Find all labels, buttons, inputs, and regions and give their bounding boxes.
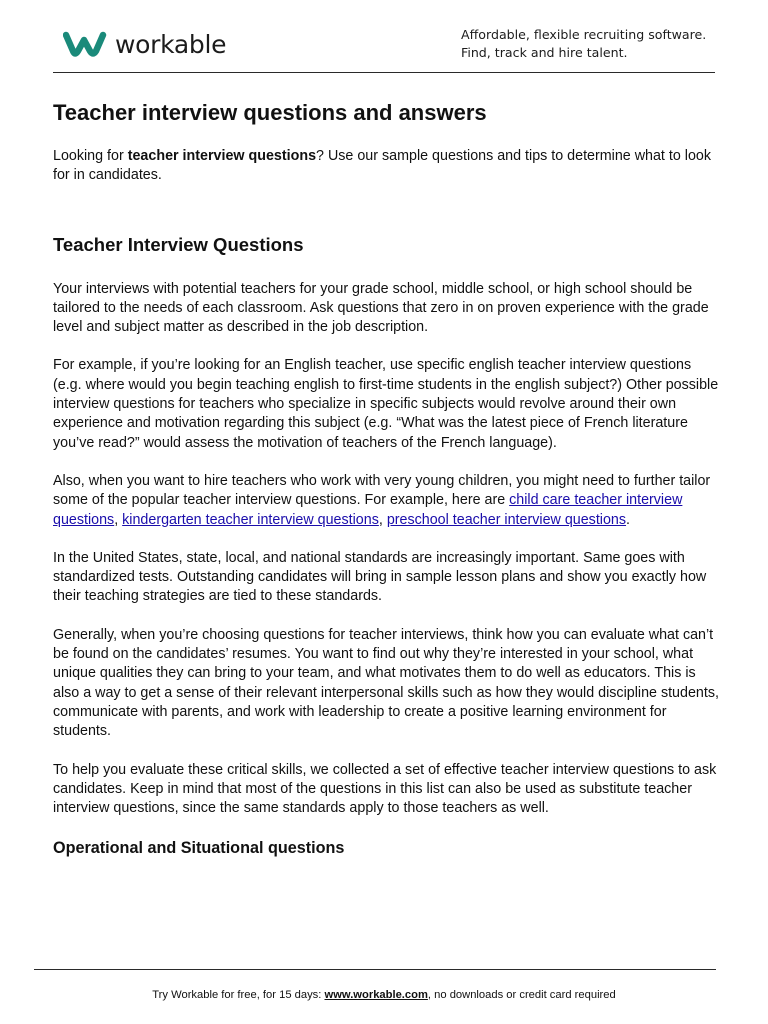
- header-tagline: [461, 26, 706, 62]
- subheading: Operational and Situational questions: [53, 839, 345, 858]
- intro-bold: teacher interview questions: [127, 148, 317, 164]
- paragraph-1: Your interviews with potential teachers for your grade school, middle school, or high school should be tailored to the needs of each classroom. Ask questions that zero in on proven experience with the grade level and subject matter as described in the job description.: [53, 280, 709, 336]
- paragraph-3-end: .: [626, 511, 631, 528]
- workable-logo-icon: [63, 30, 109, 60]
- intro-after: ? Use our sample questions and tips to determine what to look for in candidates.: [53, 148, 712, 184]
- link-separator: ,: [378, 511, 387, 528]
- paragraph-5: Generally, when you’re choosing questions for teacher interviews, think how you can evaluate what can’t be found on the candidates’ resumes. You want to find out why they’re interested in your school, what unique qualities they can bring to your team, and what motivates them to do well as educators. This is also a way to get a sense of their relevant interpersonal skills such as how they would discipline students, communicate with parents, and work with leadership to create a positive learning environment for students.: [53, 626, 719, 740]
- footer-before: Try Workable for free, for 15 days:: [152, 989, 325, 1001]
- document-body: [53, 98, 721, 860]
- kindergarten-teacher-link[interactable]: kindergarten teacher interview questions: [122, 511, 379, 528]
- tagline-line-2: Find, track and hire talent.: [461, 45, 628, 60]
- link-separator: ,: [114, 511, 123, 528]
- paragraph-2: For example, if you’re looking for an English teacher, use specific english teacher interview questions (e.g. where would you begin teaching english to first-time students in the english subject?) Other possible interview questions for teachers who specialize in specific subjects would revolve around their own experience and motivation regarding this subject (e.g. “What was the latest piece of French literature you’ve read?” would assess the motivation of teachers of the French language).: [53, 357, 719, 451]
- section-heading: Teacher Interview Questions: [53, 233, 304, 255]
- workable-logo[interactable]: [63, 28, 226, 62]
- header-divider: [53, 72, 715, 73]
- logo-text: workable: [115, 30, 227, 59]
- preschool-teacher-link[interactable]: preschool teacher interview questions: [386, 511, 627, 528]
- tagline-line-1: Affordable, flexible recruiting software.: [461, 27, 707, 42]
- intro-paragraph: [53, 147, 721, 186]
- footer-link[interactable]: www.workable.com: [324, 989, 428, 1001]
- page-title: Teacher interview questions and answers: [53, 100, 487, 125]
- page-footer: [0, 988, 768, 1002]
- paragraph-6: To help you evaluate these critical skills, we collected a set of effective teacher interview questions to ask candidates. Keep in mind that most of the questions in this list can also be used as substitute teacher interview questions, since the same standards apply to those teachers as well.: [53, 761, 717, 817]
- paragraph-3: [53, 472, 721, 530]
- footer-after: , no downloads or credit card required: [427, 989, 616, 1001]
- intro-before: Looking for: [53, 148, 128, 164]
- footer-divider: [34, 969, 716, 970]
- paragraph-4: In the United States, state, local, and national standards are increasingly important. Same goes with standardized tests. Outstanding candidates will bring in sample lesson plans and show you exactly how their teaching strategies are tied to these standards.: [53, 549, 707, 605]
- paragraph-3-text: Also, when you want to hire teachers who work with very young children, you might need to further tailor some of the popular teacher interview questions. For example, here are: [53, 472, 711, 509]
- page-header: [0, 0, 768, 74]
- child-care-teacher-link[interactable]: child care teacher interview questions: [53, 492, 683, 528]
